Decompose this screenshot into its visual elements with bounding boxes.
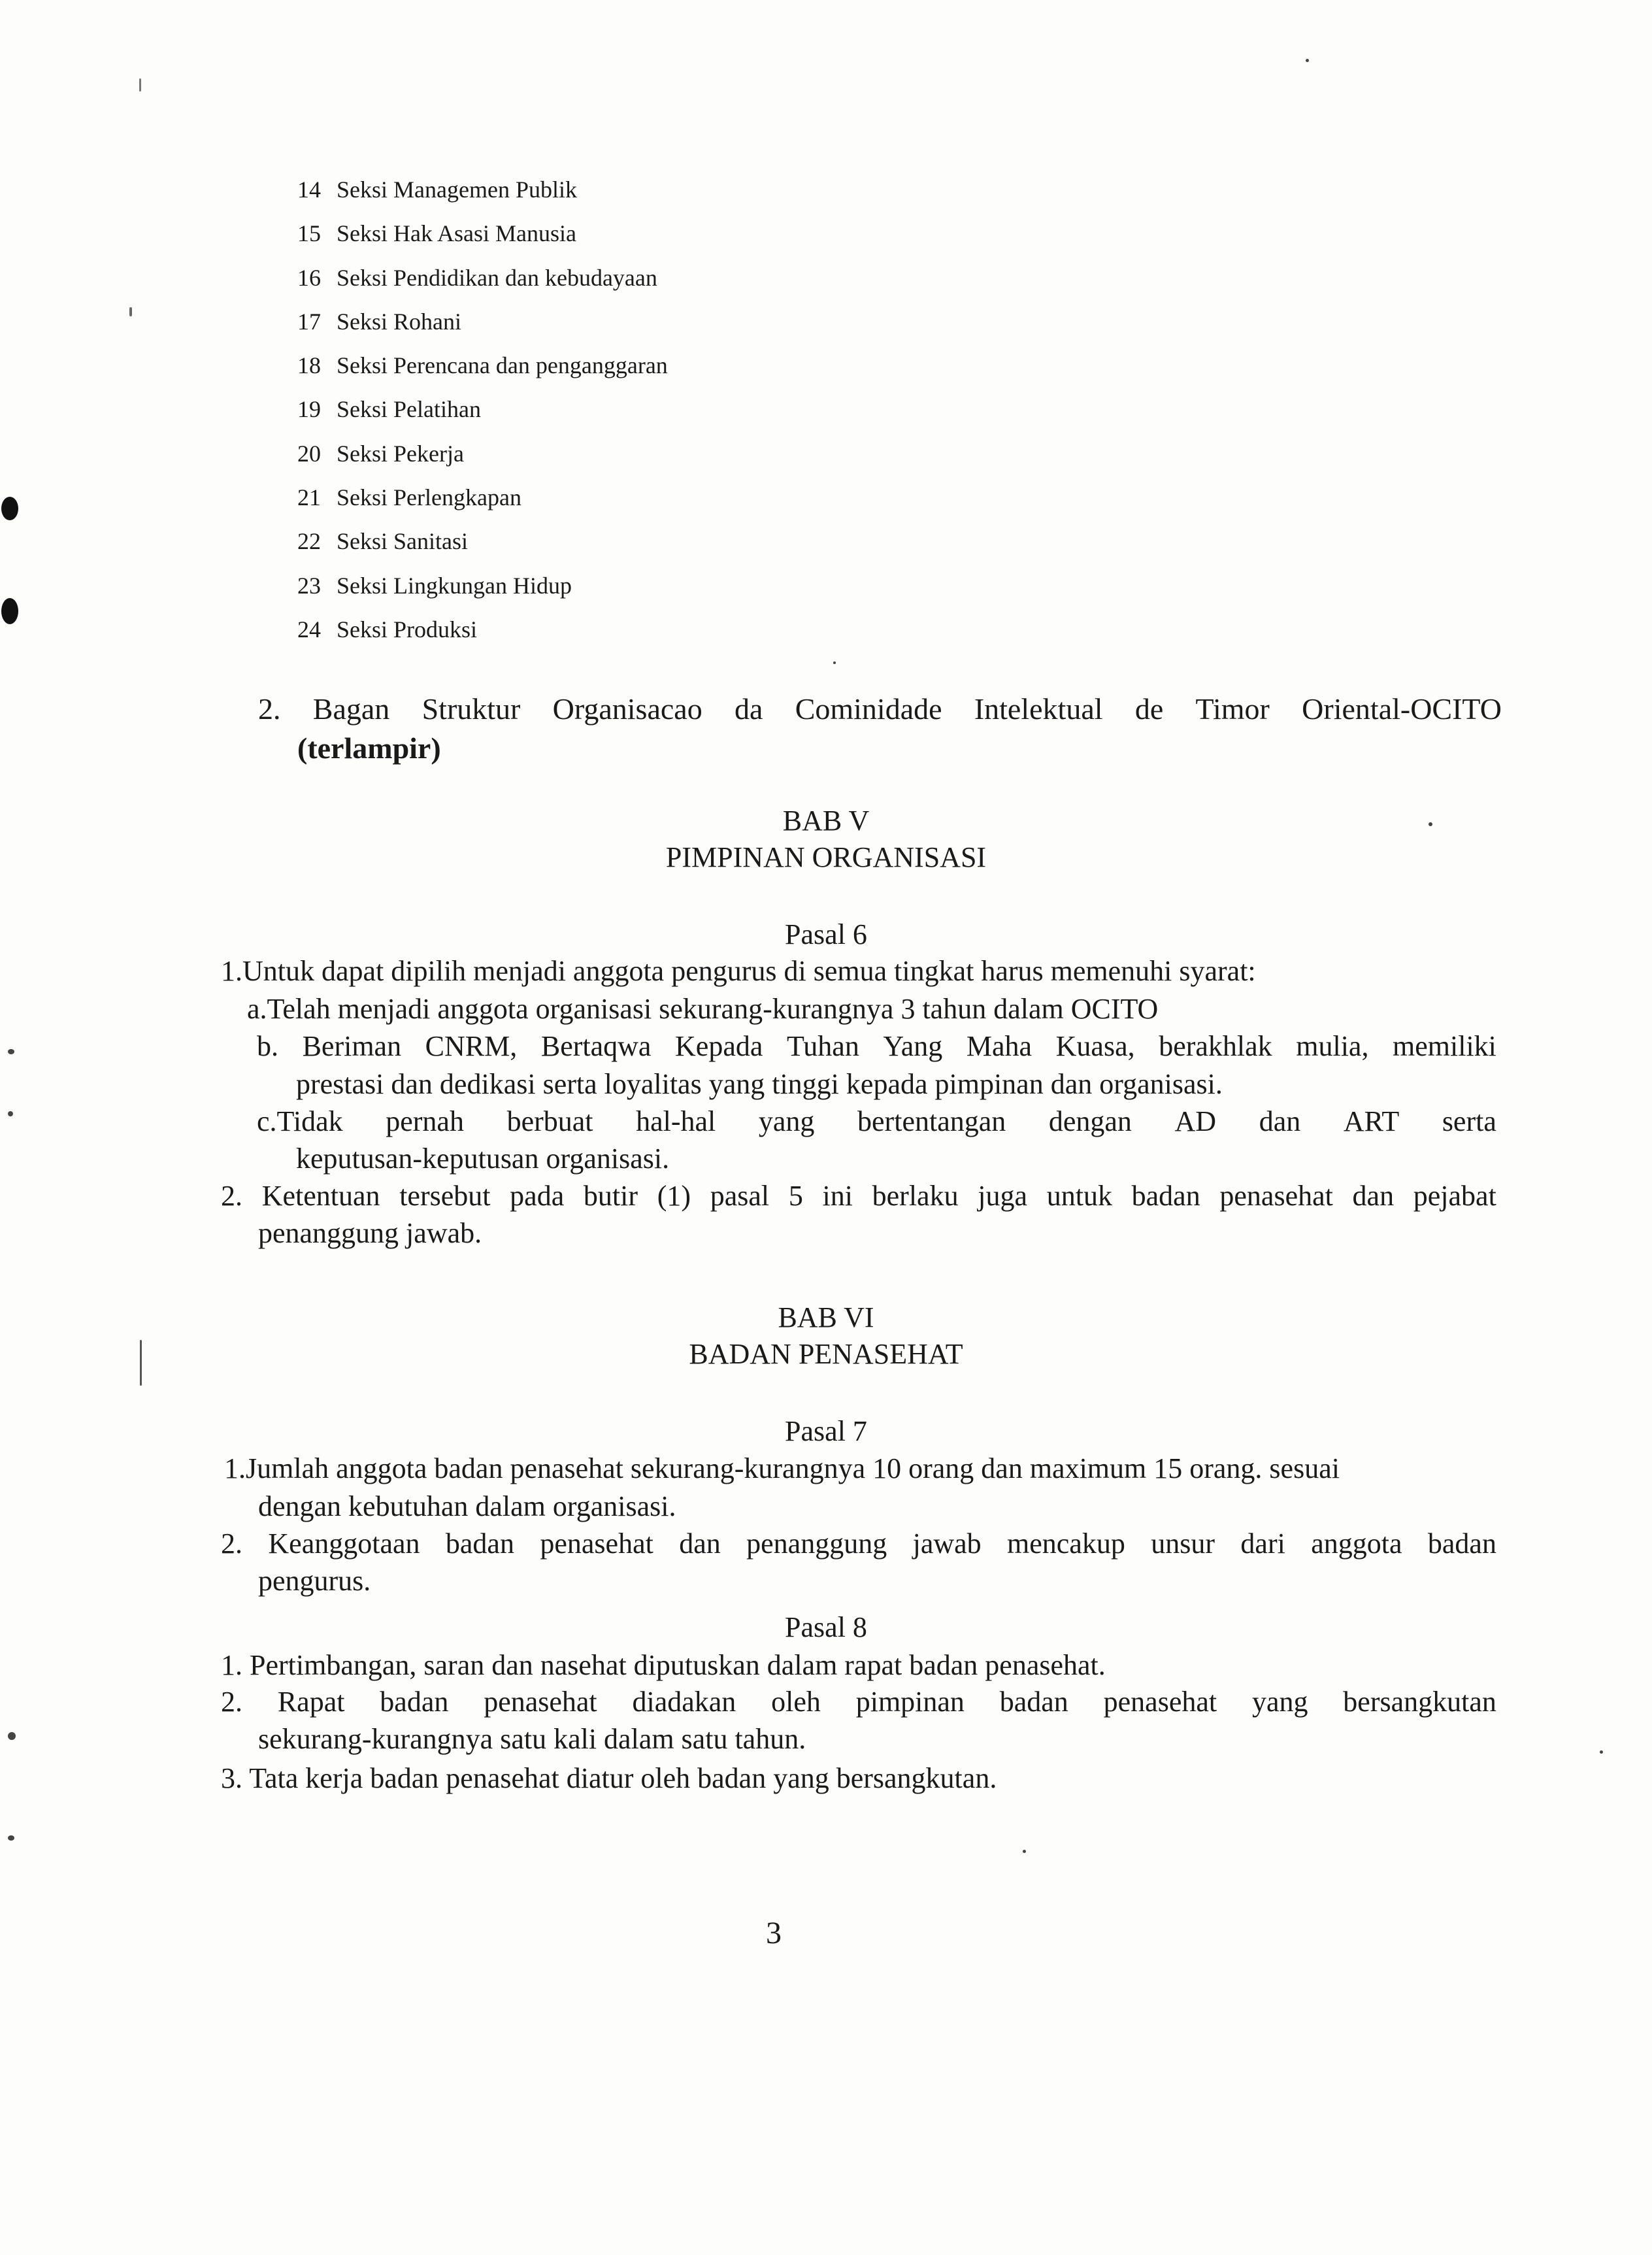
pasal-6-point-c: c.Tidak pernah berbuat hal-hal yang bertentangan dengan AD dan ART serta: [257, 1105, 1496, 1137]
list-item: 24 Seksi Produksi: [297, 616, 478, 643]
list-item: 23 Seksi Lingkungan Hidup: [297, 572, 572, 599]
pasal-7-point-2-cont: pengurus.: [258, 1565, 371, 1597]
scan-speck: [1429, 822, 1432, 826]
bab-v-subtitle: PIMPINAN ORGANISASI: [665, 841, 987, 873]
pasal-8-point-3: 3. Tata kerja badan penasehat diatur oleh badan yang bersangkutan.: [221, 1762, 997, 1794]
pasal-7-point-2: 2. Keanggotaan badan penasehat dan penanggung jawab mencakup unsur dari anggota badan: [221, 1528, 1496, 1560]
pasal-6-point-a: a.Telah menjadi anggota organisasi sekurang-kurangnya 3 tahun dalam OCITO: [247, 993, 1159, 1025]
seksi-list: [297, 175, 668, 659]
pasal-8-point-2-cont: sekurang-kurangnya satu kali dalam satu tahun.: [258, 1723, 806, 1755]
bab-vi-subtitle: BADAN PENASEHAT: [689, 1338, 963, 1370]
item-2-attachment-note: (terlampir): [297, 731, 441, 765]
bab-vi-title: BAB VI: [778, 1301, 874, 1333]
pasal-7-point-1: 1.Jumlah anggota badan penasehat sekurang-kurangnya 10 orang dan maximum 15 orang. sesuai: [224, 1452, 1340, 1484]
scan-speck: [8, 1049, 14, 1054]
scan-speck: [8, 1835, 14, 1841]
scan-speck: [1306, 59, 1309, 62]
list-item: 20 Seksi Pekerja: [297, 440, 464, 467]
pasal-8-point-2: 2. Rapat badan penasehat diadakan oleh pimpinan badan penasehat yang bersangkutan: [221, 1686, 1496, 1718]
pasal-7-heading: Pasal 7: [785, 1415, 867, 1447]
list-item: 19 Seksi Pelatihan: [297, 396, 481, 423]
item-2-bagan-struktur: [258, 690, 1502, 768]
pasal-7-point-1-cont: dengan kebutuhan dalam organisasi.: [258, 1490, 676, 1522]
pasal-6-point-c-cont: keputusan-keputusan organisasi.: [296, 1143, 670, 1175]
scan-speck: [1, 497, 18, 520]
scan-speck: [833, 661, 836, 664]
list-item: 21 Seksi Perlengkapan: [297, 484, 521, 511]
item-2-line: 2. Bagan Struktur Organisacao da Cominidade Intelektual de Timor Oriental-OCITO: [258, 692, 1502, 726]
pasal-6-point-b-cont: prestasi dan dedikasi serta loyalitas yang tinggi kepada pimpinan dan organisasi.: [296, 1068, 1223, 1100]
pasal-6-point-b: b. Beriman CNRM, Bertaqwa Kepada Tuhan Yang Maha Kuasa, berakhlak mulia, memiliki: [257, 1030, 1496, 1062]
scan-speck: [140, 1340, 142, 1386]
scan-speck: [129, 307, 132, 316]
list-item: 16 Seksi Pendidikan dan kebudayaan: [297, 264, 657, 291]
scan-speck: [8, 1111, 13, 1116]
scan-speck: [1600, 1750, 1603, 1754]
list-item: 22 Seksi Sanitasi: [297, 528, 469, 555]
scan-speck: [8, 1732, 16, 1740]
scan-speck: [1, 598, 18, 624]
pasal-6-point-2: 2. Ketentuan tersebut pada butir (1) pasal 5 ini berlaku juga untuk badan penasehat dan pejabat: [221, 1180, 1496, 1212]
page-number: 3: [766, 1916, 782, 1950]
scan-speck: [1023, 1850, 1026, 1853]
scan-speck: [139, 78, 141, 92]
list-item: 14 Seksi Managemen Publik: [297, 176, 577, 203]
list-item: 17 Seksi Rohani: [297, 308, 462, 335]
list-item: 18 Seksi Perencana dan penganggaran: [297, 352, 668, 379]
bab-v-title: BAB V: [782, 805, 870, 837]
pasal-6-point-2-cont: penanggung jawab.: [258, 1217, 482, 1249]
pasal-6-heading: Pasal 6: [785, 918, 867, 950]
list-item: 15 Seksi Hak Asasi Manusia: [297, 220, 576, 247]
pasal-8-heading: Pasal 8: [785, 1611, 867, 1643]
pasal-8-point-1: 1. Pertimbangan, saran dan nasehat diputuskan dalam rapat badan penasehat.: [221, 1649, 1106, 1681]
pasal-6-point-1: 1.Untuk dapat dipilih menjadi anggota pengurus di semua tingkat harus memenuhi syarat:: [221, 955, 1256, 987]
